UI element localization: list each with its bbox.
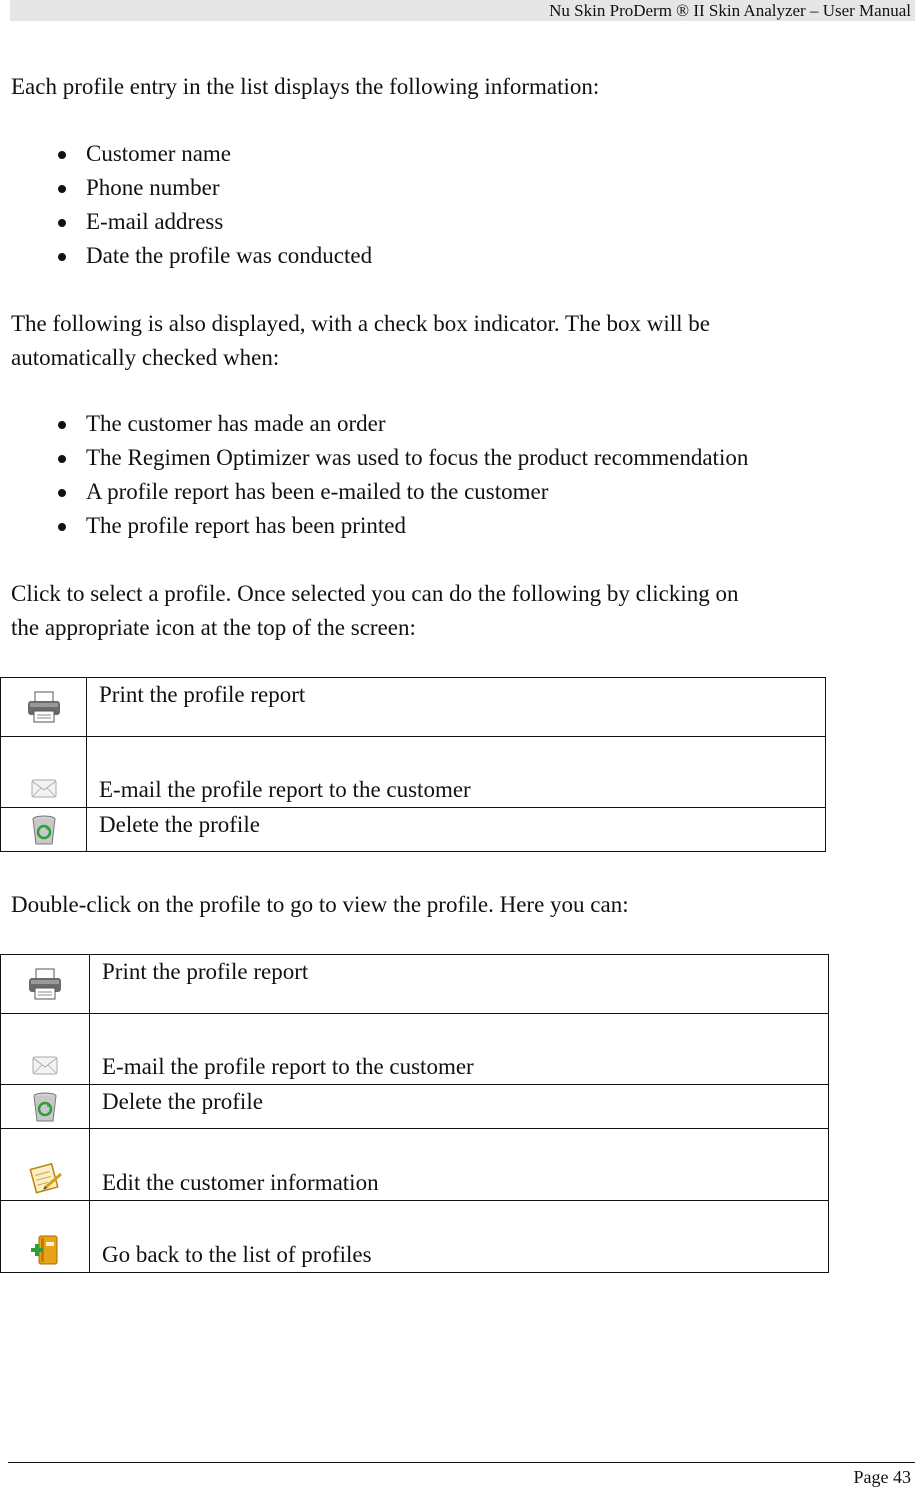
action-label: Delete the profile <box>87 808 826 852</box>
email-icon <box>1 777 86 799</box>
list-item: E-mail address <box>0 205 372 239</box>
list-item: Date the profile was conducted <box>0 239 372 273</box>
table-row <box>1 1085 829 1129</box>
header-title: Nu Skin ProDerm ® II Skin Analyzer – User Manual <box>549 1 911 20</box>
printer-icon <box>1 690 86 724</box>
action-label: Delete the profile <box>90 1085 829 1129</box>
intro-paragraph: Each profile entry in the list displays the following information: <box>11 74 600 99</box>
table-row <box>1 737 826 808</box>
table-row <box>1 1129 829 1201</box>
recycle-bin-icon <box>1 1091 89 1123</box>
select-paragraph <box>11 577 738 645</box>
icon-cell <box>1 1014 90 1085</box>
table-row <box>1 1201 829 1273</box>
view-actions-table <box>0 954 829 1273</box>
page-number: Page 43 <box>853 1467 911 1487</box>
icon-cell <box>1 808 87 852</box>
icon-cell <box>1 678 87 737</box>
list-item: Phone number <box>0 171 372 205</box>
recycle-bin-icon <box>1 814 86 846</box>
action-label: Edit the customer information <box>90 1129 829 1201</box>
list-item: The profile report has been printed <box>0 509 748 543</box>
paragraph-line: automatically checked when: <box>11 345 280 370</box>
action-label: Print the profile report <box>90 955 829 1014</box>
icon-cell <box>1 955 90 1014</box>
view-paragraph: Double-click on the profile to go to view the profile. Here you can: <box>11 892 629 917</box>
list-item: The Regimen Optimizer was used to focus the product recommendation <box>0 441 748 475</box>
table-row <box>1 955 829 1014</box>
email-icon <box>1 1054 89 1076</box>
list-actions-table <box>0 677 826 852</box>
paragraph-line: The following is also displayed, with a check box indicator. The box will be <box>11 311 711 336</box>
list-item: The customer has made an order <box>0 407 748 441</box>
table-row <box>1 808 826 852</box>
checkbox-paragraph <box>11 307 710 375</box>
footer-divider <box>8 1462 915 1463</box>
paragraph-line: the appropriate icon at the top of the screen: <box>11 615 416 640</box>
checkbox-conditions-list <box>0 407 748 543</box>
action-label: E-mail the profile report to the customer <box>90 1014 829 1085</box>
icon-cell <box>1 1129 90 1201</box>
paragraph-line: Click to select a profile. Once selected you can do the following by clicking on <box>11 581 739 606</box>
edit-notepad-icon <box>1 1160 89 1196</box>
table-row <box>1 1014 829 1085</box>
icon-cell <box>1 1201 90 1273</box>
profile-info-list <box>0 137 372 273</box>
icon-cell <box>1 737 87 808</box>
running-header <box>10 0 915 21</box>
list-item: A profile report has been e-mailed to the customer <box>0 475 748 509</box>
table-row <box>1 678 826 737</box>
icon-cell <box>1 1085 90 1129</box>
list-item: Customer name <box>0 137 372 171</box>
back-to-list-icon <box>1 1234 89 1266</box>
action-label: E-mail the profile report to the customer <box>87 737 826 808</box>
action-label: Print the profile report <box>87 678 826 737</box>
action-label: Go back to the list of profiles <box>90 1201 829 1273</box>
printer-icon <box>1 967 89 1001</box>
